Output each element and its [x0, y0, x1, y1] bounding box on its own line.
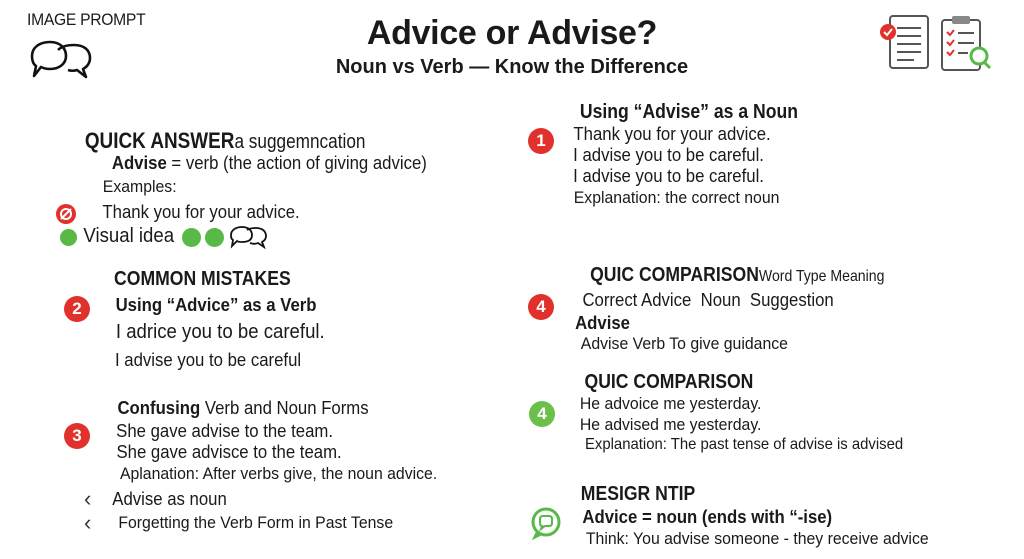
no-entry-icon [55, 203, 77, 225]
green-dot-icon [205, 228, 224, 247]
quick-answer-heading [85, 128, 366, 154]
noun-explanation: Explanation: the correct noun [573, 188, 780, 207]
comparison-1-title: QUIC COMPARISON [590, 264, 759, 286]
noun-section-heading: Using “Advise” as a Noun [579, 101, 798, 123]
tip-think: Think: You advise someone - they receive advice [585, 529, 929, 548]
comparison-2-line-1: He advoice me yesterday. [579, 394, 762, 413]
definition-text: = verb (the action of giving advice) [166, 153, 427, 173]
quick-answer-tail: a suggemncation [234, 131, 366, 153]
number-badge-4: 4 [528, 294, 554, 320]
bullet-advise-noun: Advise as noun [112, 489, 227, 509]
chevron-left-icon: ‹ [84, 510, 92, 535]
green-dot-icon [60, 229, 77, 246]
comparison-1-tail: Word Type Meaning [758, 268, 885, 285]
noun-line-2: I advise you to be careful. [573, 145, 764, 165]
chevron-left-icon: ‹ [84, 486, 92, 511]
quick-answer-title: QUICK ANSWER [84, 128, 235, 153]
number-badge-2: 2 [64, 296, 90, 322]
comparison-2-explanation: Explanation: The past tense of advise is advised [584, 436, 904, 453]
mistake-2-line-1: I adrice you to be careful. [115, 321, 325, 343]
mistake-3-line-3: Aplanation: After verbs give, the noun advice. [119, 464, 438, 483]
comparison-1-row-3: Advise Verb To give guidance [580, 334, 788, 353]
mistake-3-title [117, 398, 368, 419]
mistake-3-line-2: She gave advisce to the team. [116, 442, 342, 462]
mistake-3-title-bold: Confusing [117, 398, 201, 418]
quick-answer-definition [112, 153, 427, 174]
examples-label: Examples: [102, 177, 177, 196]
mistake-2-title: Using “Advice” as a Verb [115, 295, 317, 315]
common-mistakes-heading: COMMON MISTAKES [114, 268, 291, 290]
comparison-1-row-2: Advise [575, 313, 630, 333]
document-icon [876, 12, 934, 74]
comparison-2-line-2: He advised me yesterday. [579, 415, 762, 434]
definition-term: Advise [111, 153, 167, 173]
checklist-clipboard-icon [936, 12, 994, 74]
green-dot-icon [182, 228, 201, 247]
tip-rule: Advice = noun (ends with “-ise) [582, 507, 833, 527]
chat-bubble-icon [529, 506, 563, 540]
mistake-3-line-1: She gave advise to the team. [116, 421, 333, 441]
brand-label: IMAGE PROMPT [27, 10, 146, 29]
comparison-1-row-1-text: Correct Advice Noun Suggestion [582, 290, 834, 310]
comparison-2-heading: QUIC COMPARISON [584, 371, 754, 393]
comparison-1-heading [590, 264, 884, 287]
noun-line-3: I advise you to be careful. [573, 166, 764, 186]
bullet-forgetting-verb: Forgetting the Verb Form in Past Tense [118, 513, 394, 532]
example-sentence-1: Thank you for your advice. [102, 202, 300, 222]
comparison-1-row-1 [582, 290, 833, 311]
number-badge-4-green: 4 [529, 401, 555, 427]
number-badge-3: 3 [64, 423, 90, 449]
visual-idea-label: Visual idea [83, 225, 175, 247]
mistake-3-title-rest: Verb and Noun Forms [200, 398, 369, 418]
noun-line-1: Thank you for your advice. [573, 124, 771, 144]
tip-heading: MESIGR NTIP [580, 483, 696, 505]
page-title: Advice or Advise? [366, 14, 658, 52]
mistake-2-line-2: I advise you to be careful [115, 350, 302, 370]
number-badge-1: 1 [528, 128, 554, 154]
page-subtitle: Noun vs Verb — Know the Difference [335, 56, 689, 78]
speech-bubbles-icon [228, 225, 268, 249]
